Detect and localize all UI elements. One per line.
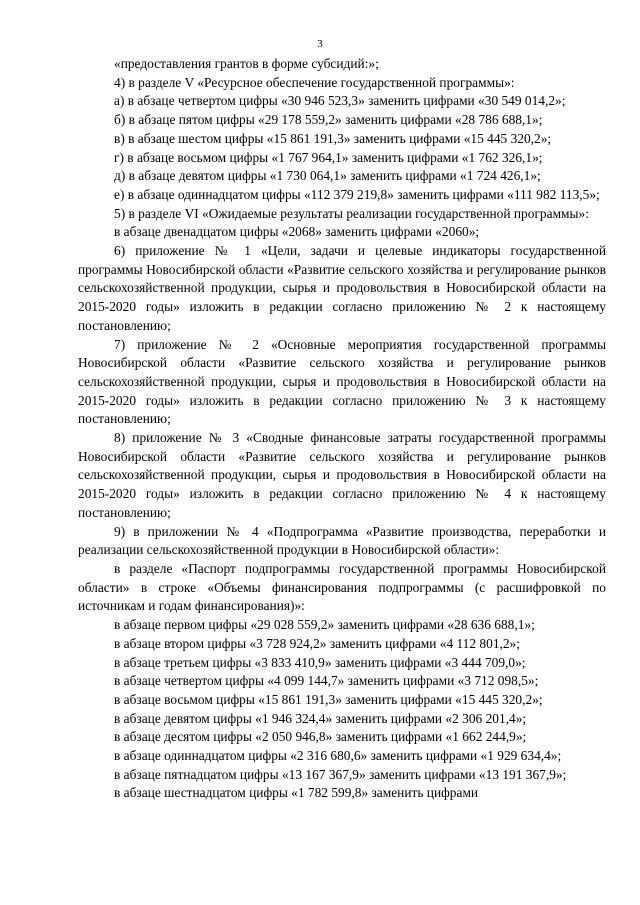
paragraph: 7) приложение № 2 «Основные мероприятия государственной программы Новосибирской области «Развитие сельского хозяйства и регулирование рынков сельскохозяйственной продукции, сырья и продовольствия в Новосибирской области на 2015-2020 годы» изложить в редакции согласно приложению № 3 к настоящему постановлению; <box>78 336 606 427</box>
paragraph: в абзаце пятнадцатом цифры «13 167 367,9» заменить цифрами «13 191 367,9»; <box>114 766 567 782</box>
paragraph: в абзаце десятом цифры «2 050 946,8» заменить цифрами «1 662 244,9»; <box>114 729 527 745</box>
paragraph: е) в абзаце одиннадцатом цифры «112 379 219,8» заменить цифрами «111 982 113,5»; <box>114 186 600 202</box>
paragraph: в) в абзаце шестом цифры «15 861 191,3» заменить цифрами «15 445 320,2»; <box>114 130 552 146</box>
paragraph: г) в абзаце восьмом цифры «1 767 964,1» заменить цифрами «1 762 326,1»; <box>114 149 543 165</box>
paragraph: а) в абзаце четвертом цифры «30 946 523,3» заменить цифрами «30 549 014,2»; <box>114 93 566 109</box>
paragraph: в абзаце шестнадцатом цифры «1 782 599,8» заменить цифрами <box>114 785 479 801</box>
paragraph: в абзаце третьем цифры «3 833 410,9» заменить цифрами «3 444 709,0»; <box>114 654 526 670</box>
paragraph: 5) в разделе VI «Ожидаемые результаты реализации государственной программы»: <box>114 205 589 221</box>
paragraph: в абзаце четвертом цифры «4 099 144,7» заменить цифрами «3 712 098,5»; <box>114 673 539 689</box>
page-number: 3 <box>317 38 323 50</box>
paragraph: 8) приложение № 3 «Сводные финансовые затраты государственной программы Новосибирской области «Развитие сельского хозяйства и регулирование рынков сельскохозяйственной продукции, сырья и продовольствия в Новосибирской области на 2015-2020 годы» изложить в редакции согласно приложению № 4 к настоящему постановлению; <box>78 430 606 520</box>
paragraph: в абзаце девятом цифры «1 946 324,4» заменить цифрами «2 306 201,4»; <box>114 710 527 726</box>
paragraph: в разделе «Паспорт подпрограммы государственной программы Новосибирской области» в строке «Объемы финансирования подпрограммы (с расшифровкой по источникам и годам финансирования)»: <box>78 560 606 614</box>
paragraph: 4) в разделе V «Ресурсное обеспечение государственной программы»: <box>114 74 515 90</box>
paragraph: в абзаце втором цифры «3 728 924,2» заменить цифрами «4 112 801,2»; <box>114 635 520 651</box>
paragraph: 9) в приложении № 4 «Подпрограмма «Развитие производства, переработки и реализации сельскохозяйственной продукции в Новосибирской области»: <box>78 523 606 558</box>
paragraph: «предоставления грантов в форме субсидий:»; <box>114 56 379 71</box>
paragraph: д) в абзаце девятом цифры «1 730 064,1» заменить цифрами «1 724 426,1»; <box>114 168 541 184</box>
paragraph: в абзаце первом цифры «29 028 559,2» заменить цифрами «28 636 688,1»; <box>114 617 535 633</box>
paragraph: в абзаце двенадцатом цифры «2068» заменить цифрами «2060»; <box>114 224 480 240</box>
paragraph: в абзаце одиннадцатом цифры «2 316 680,6» заменить цифрами «1 929 634,4»; <box>114 748 562 764</box>
paragraph: в абзаце восьмом цифры «15 861 191,3» заменить цифрами «15 445 320,2»; <box>114 691 543 707</box>
document-body <box>78 55 606 803</box>
paragraph: 6) приложение № 1 «Цели, задачи и целевые индикаторы государственной программы Новосибирской области «Развитие сельского хозяйства и регулирование рынков сельскохозяйственной продукции, сырья и продовольствия в Новосибирской области на 2015-2020 годы» изложить в редакции согласно приложению № 2 к настоящему постановлению; <box>78 243 606 333</box>
paragraph: б) в абзаце пятом цифры «29 178 559,2» заменить цифрами «28 786 688,1»; <box>114 112 543 128</box>
